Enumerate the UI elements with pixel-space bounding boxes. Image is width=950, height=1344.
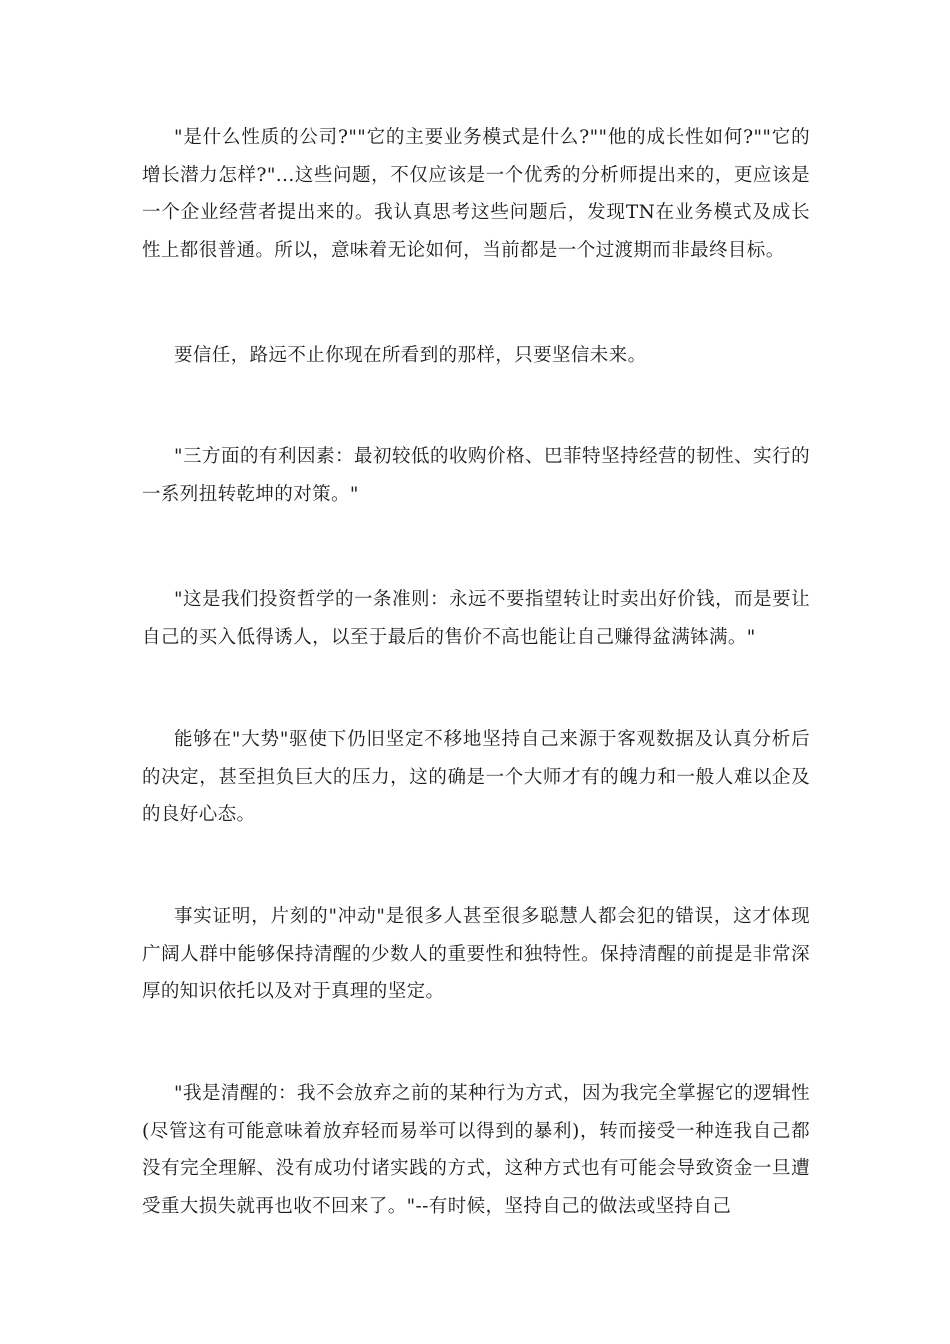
paragraph-trust-future: 要信任，路远不止你现在所看到的那样，只要坚信未来。: [174, 345, 647, 366]
paragraph-stay-clear-minded: 事实证明，片刻的"冲动"是很多人甚至很多聪慧人都会犯的错误，这才体现广阔人群中能够保持清醒的少数人的重要性和独特性。保持清醒的前提是非常深厚的知识依托以及对于真理的坚定。: [142, 906, 810, 1002]
paragraph-investment-rule: "这是我们投资哲学的一条准则：永远不要指望转让时卖出好价钱，而是要让自己的买入低得诱人，以至于最后的售价不高也能让自己赚得盆满钵满。": [142, 589, 810, 648]
paragraph-favorable-factors: "三方面的有利因素：最初较低的收购价格、巴菲特坚持经营的韧性、实行的一系列扭转乾坤的对策。": [142, 446, 810, 505]
paragraph-steadfast-decision: 能够在"大势"驱使下仍旧坚定不移地坚持自己来源于客观数据及认真分析后的决定，甚至担负巨大的压力，这的确是一个大师才有的魄力和一般人难以企及的良好心态。: [142, 729, 810, 825]
paragraph-clear-minded-quote: "我是清醒的：我不会放弃之前的某种行为方式，因为我完全掌握它的逻辑性(尽管这有可能意味着放弃轻而易举可以得到的暴利)，转而接受一种连我自己都没有完全理解、没有成功付诸实践的方式，这种方式也有可能会导致资金一旦遭受重大损失就再也收不回来了。"--有时候，坚持自己的做法或坚持自己: [142, 1083, 810, 1217]
paragraph-company-questions: "是什么性质的公司?""它的主要业务模式是什么?""他的成长性如何?""它的增长潜力怎样?"...这些问题，不仅应该是一个优秀的分析师提出来的，更应该是一个企业经营者提出来的。我认真思考这些问题后，发现TN在业务模式及成长性上都很普通。所以，意味着无论如何，当前都是一个过渡期而非最终目标。: [142, 127, 810, 261]
